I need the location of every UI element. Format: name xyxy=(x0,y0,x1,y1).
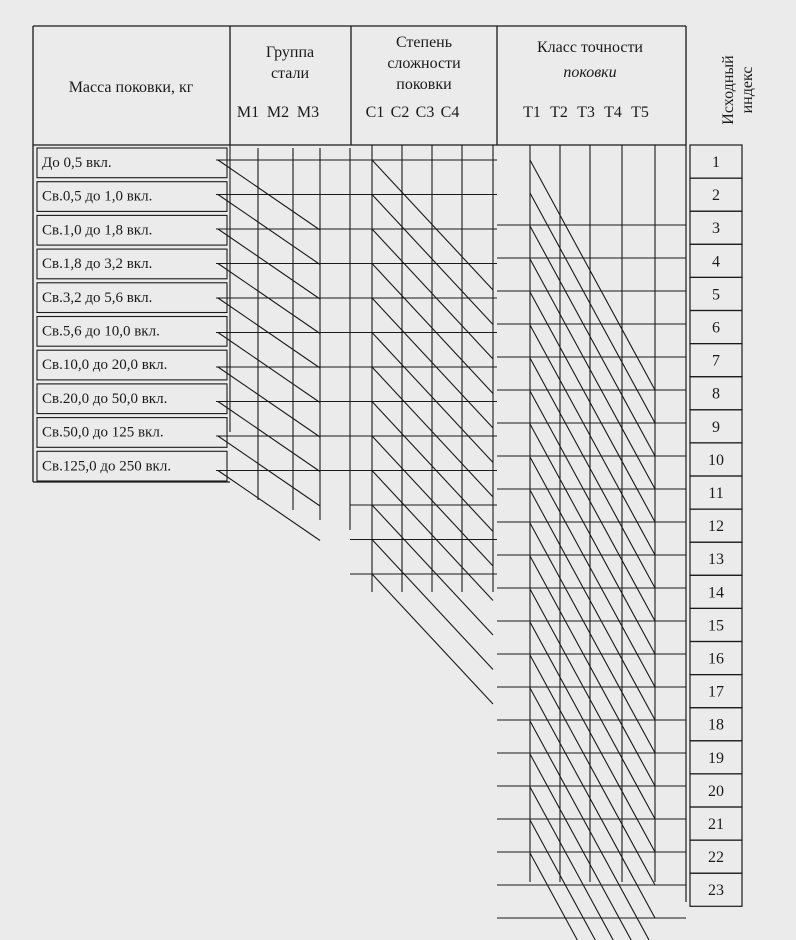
mass-row-label: Св.10,0 до 20,0 вкл. xyxy=(42,357,168,374)
steel-group-header-line2: стали xyxy=(270,65,310,82)
index-value: 12 xyxy=(708,518,724,536)
accuracy-diagonal xyxy=(530,853,655,940)
accuracy-diagonal xyxy=(530,523,655,753)
mass-range-rows xyxy=(33,148,230,482)
index-value: 22 xyxy=(708,849,724,867)
mass-row-label: Св.1,8 до 3,2 вкл. xyxy=(42,256,153,273)
accuracy-diagonal xyxy=(530,655,655,885)
index-value: 15 xyxy=(708,617,724,635)
complexity-code-4: С4 xyxy=(440,104,460,121)
index-value: 1 xyxy=(712,154,720,171)
accuracy-diagonal xyxy=(530,556,655,786)
mass-row-label: Св.50,0 до 125 вкл. xyxy=(42,424,164,441)
accuracy-diagonal xyxy=(530,589,655,819)
steel-code-3: М3 xyxy=(296,104,320,121)
index-value: 2 xyxy=(712,187,720,205)
accuracy-diagonal xyxy=(530,688,655,918)
accuracy-code-1: Т1 xyxy=(523,104,541,121)
accuracy-diagonal xyxy=(530,754,655,940)
mass-row-label: Св.5,6 до 10,0 вкл. xyxy=(42,323,160,340)
index-value: 16 xyxy=(708,650,724,668)
complexity-code-2: С2 xyxy=(390,104,410,121)
complexity-header-line2: сложности xyxy=(387,55,461,72)
accuracy-diagonal xyxy=(530,721,655,940)
accuracy-code-5: Т5 xyxy=(631,104,649,121)
steel-diagonal xyxy=(218,471,320,541)
accuracy-diagonal xyxy=(530,160,655,390)
index-value: 7 xyxy=(712,352,720,370)
accuracy-diagonal xyxy=(530,820,655,940)
accuracy-diagonal xyxy=(530,424,655,654)
accuracy-diagonal xyxy=(530,490,655,720)
index-value: 23 xyxy=(708,882,724,900)
mass-row-label: Св.0,5 до 1,0 вкл. xyxy=(42,188,153,205)
index-value: 14 xyxy=(708,584,724,602)
nomogram-grid xyxy=(216,145,686,940)
accuracy-diagonal xyxy=(530,193,655,423)
steel-code-2: М2 xyxy=(266,104,290,121)
accuracy-code-4: Т4 xyxy=(604,104,622,121)
complexity-diagonal xyxy=(372,574,493,704)
mass-row-label: Св.1,0 до 1,8 вкл. xyxy=(42,222,153,239)
accuracy-code-3: Т3 xyxy=(577,104,595,121)
index-value: 21 xyxy=(708,816,724,833)
mass-row-label: Св.3,2 до 5,6 вкл. xyxy=(42,289,153,306)
complexity-header-line1: Степень xyxy=(395,34,453,51)
index-value: 11 xyxy=(708,485,724,502)
index-value: 9 xyxy=(712,418,720,436)
mass-row-label: Св.125,0 до 250 вкл. xyxy=(42,458,172,475)
index-header-line2: индекс xyxy=(739,66,756,114)
accuracy-code-2: Т2 xyxy=(550,104,568,121)
index-header-line1: Исходный xyxy=(720,55,737,125)
mass-row-label: Св.20,0 до 50,0 вкл. xyxy=(42,390,168,407)
index-value: 13 xyxy=(708,551,724,569)
index-value: 10 xyxy=(708,451,724,469)
index-column xyxy=(686,145,742,906)
accuracy-diagonal xyxy=(530,325,655,555)
index-value: 5 xyxy=(712,286,720,304)
mass-header: Масса поковки, кг xyxy=(68,79,194,96)
index-value: 19 xyxy=(708,749,724,767)
index-value: 20 xyxy=(708,782,724,800)
accuracy-diagonal xyxy=(530,457,655,687)
index-value: 4 xyxy=(712,253,720,271)
steel-group-header-line1: Группа xyxy=(265,44,315,61)
column-code-labels xyxy=(237,104,649,121)
accuracy-diagonal xyxy=(530,226,655,456)
index-value: 6 xyxy=(712,319,720,337)
mass-row-label: До 0,5 вкл. xyxy=(42,155,112,171)
accuracy-diagonal xyxy=(530,259,655,489)
index-value: 8 xyxy=(712,385,720,403)
accuracy-header-line1: Класс точности xyxy=(537,39,643,56)
accuracy-diagonal xyxy=(530,292,655,522)
index-header xyxy=(720,55,756,125)
complexity-code-3: С3 xyxy=(415,104,435,121)
index-value: 18 xyxy=(708,716,724,734)
index-value: 17 xyxy=(708,683,724,701)
accuracy-header-line2: поковки xyxy=(563,64,617,81)
steel-code-1: М1 xyxy=(236,104,260,121)
complexity-header-line3: поковки xyxy=(396,76,452,93)
complexity-code-1: С1 xyxy=(365,104,385,121)
accuracy-diagonal xyxy=(530,358,655,588)
accuracy-diagonal xyxy=(530,391,655,621)
accuracy-diagonal xyxy=(530,622,655,852)
index-value: 3 xyxy=(712,220,720,238)
